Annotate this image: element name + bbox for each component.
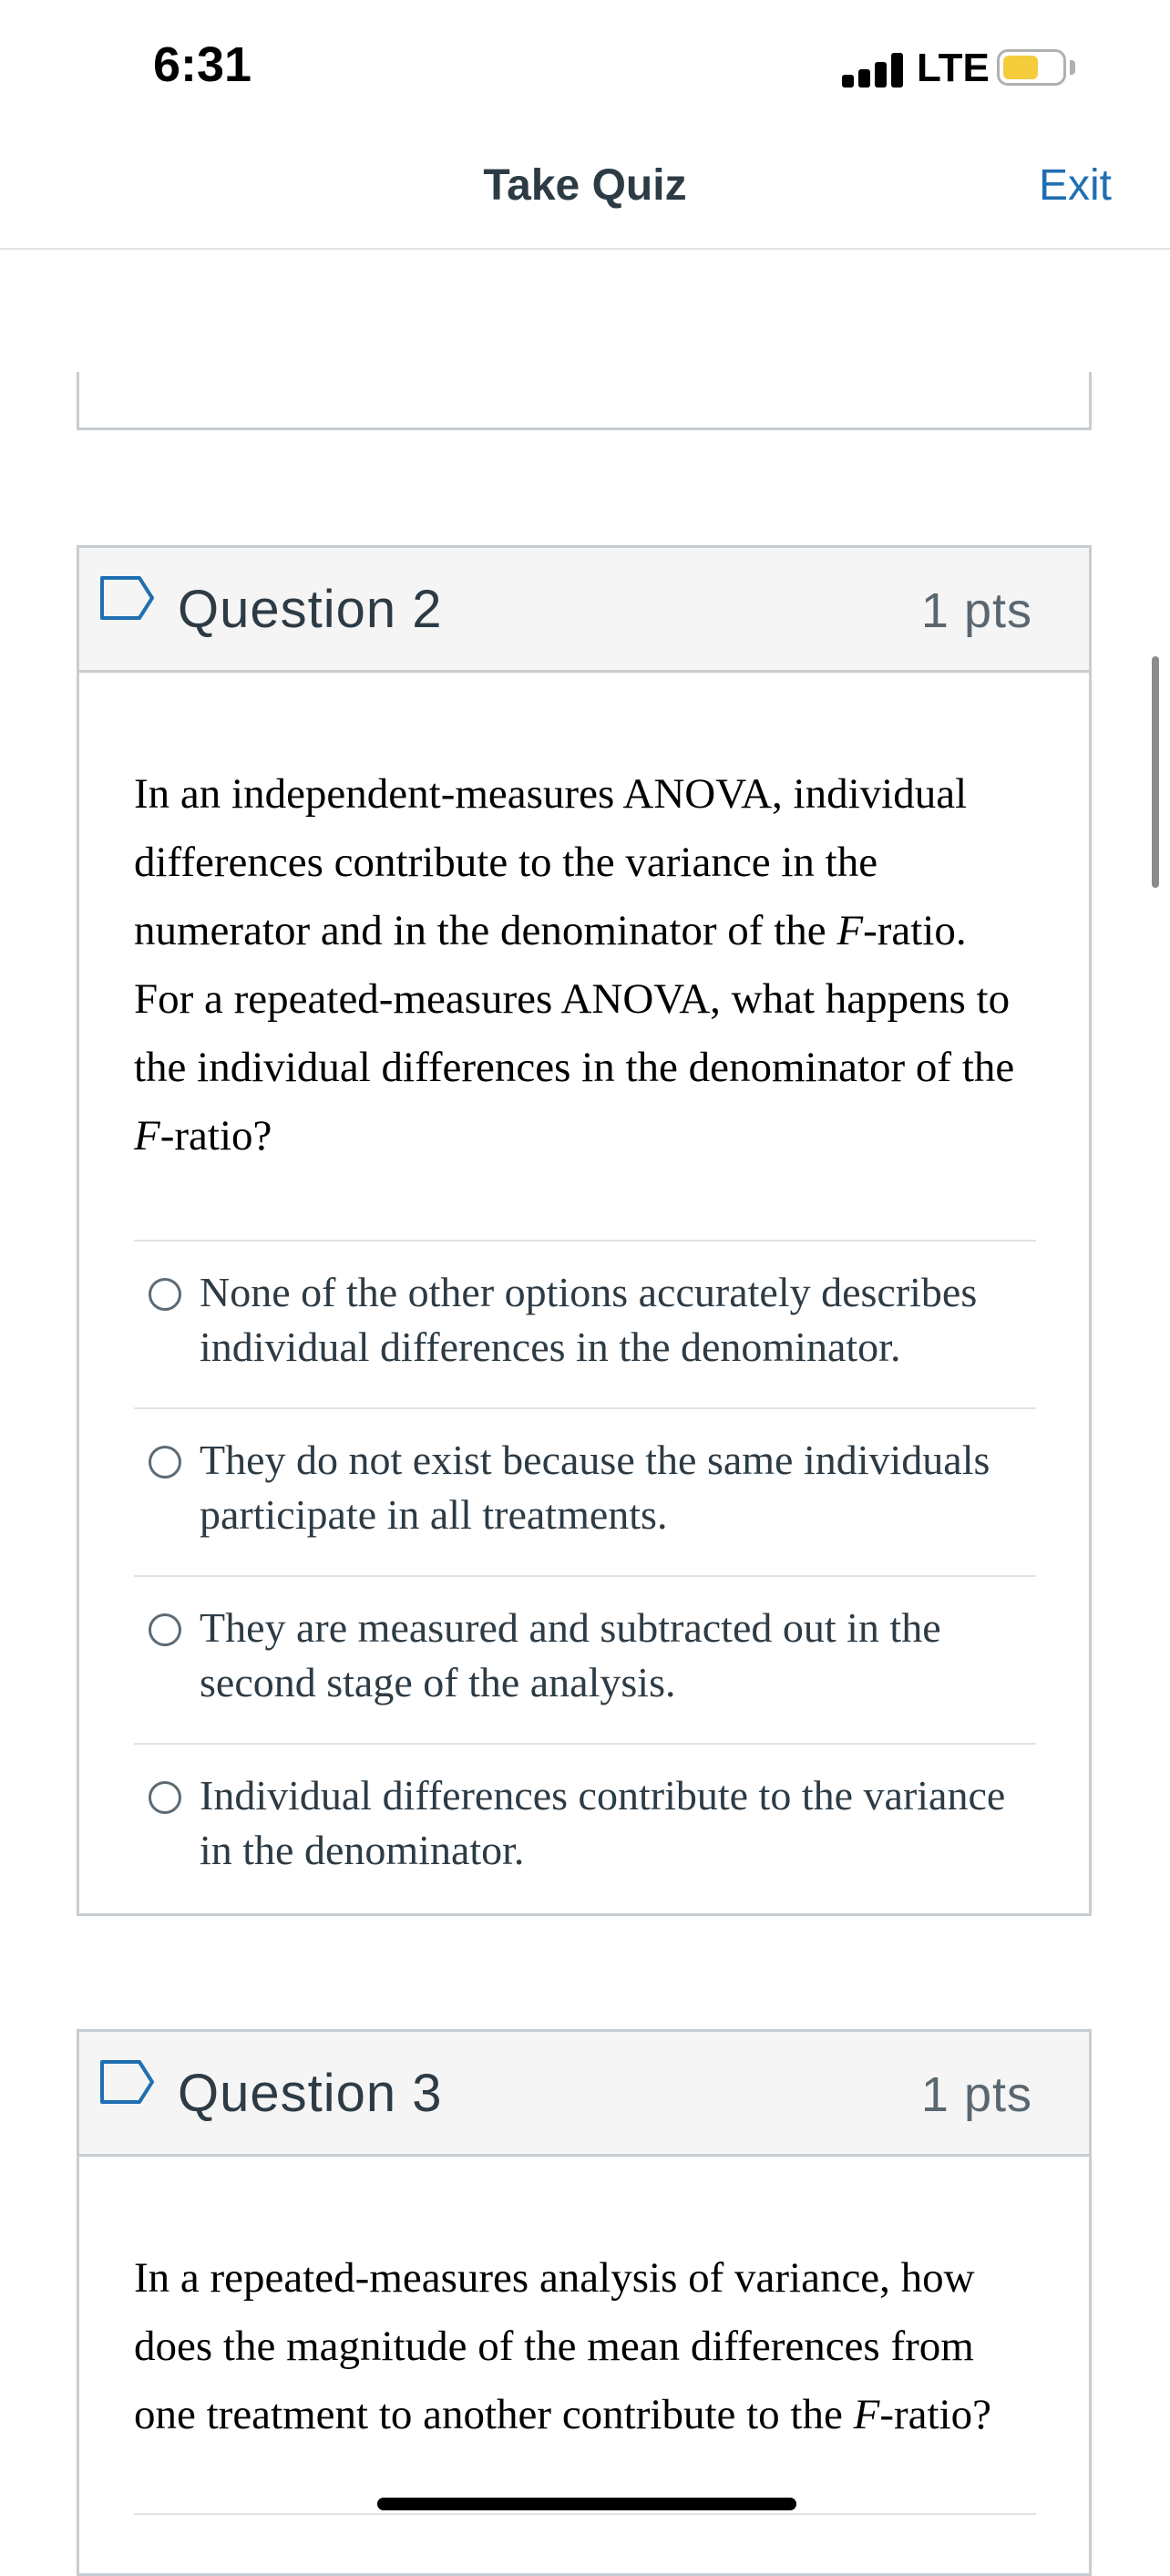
answer-option[interactable] (134, 1743, 1036, 1878)
signal-icon (842, 53, 904, 88)
answer-option[interactable] (134, 1407, 1036, 1575)
radio-button[interactable] (149, 1278, 181, 1311)
bookmark-flag-icon[interactable] (99, 2059, 156, 2105)
home-indicator[interactable] (377, 2498, 796, 2510)
answer-list (134, 1240, 1036, 1878)
bookmark-flag-icon[interactable] (99, 575, 156, 621)
question-header (79, 548, 1089, 673)
answer-divider (134, 2513, 1036, 2515)
answer-label[interactable]: None of the other options accurately describes individual differences in the denominator. (200, 1269, 978, 1370)
status-time: 6:31 (153, 37, 252, 92)
answer-label[interactable]: They do not exist because the same individuals participate in all treatments. (200, 1437, 990, 1538)
answer-option[interactable] (134, 1240, 1036, 1407)
question-title: Question 3 (178, 2064, 443, 2123)
question-card (77, 2029, 1092, 2576)
answer-label[interactable]: Individual differences contribute to the variance in the denominator. (200, 1772, 1006, 1873)
radio-button[interactable] (149, 1446, 181, 1479)
nav-divider (0, 248, 1170, 250)
previous-question-box (77, 372, 1092, 430)
exit-button[interactable]: Exit (1038, 161, 1112, 210)
radio-button[interactable] (149, 1613, 181, 1646)
network-label: LTE (917, 46, 990, 90)
question-text: In a repeated-measures analysis of variance, how does the magnitude of the mean differences from one treatment to another contribute to the F-ratio? (134, 2254, 991, 2438)
question-points: 1 pts (920, 2067, 1032, 2122)
answer-label[interactable]: They are measured and subtracted out in the second stage of the analysis. (200, 1604, 941, 1705)
question-header (79, 2032, 1089, 2157)
page-title: Take Quiz (483, 161, 687, 210)
question-points: 1 pts (920, 583, 1032, 638)
question-card (77, 545, 1092, 1916)
scrollbar[interactable] (1152, 656, 1159, 888)
battery-cap (1070, 60, 1075, 75)
radio-button[interactable] (149, 1781, 181, 1814)
question-title: Question 2 (178, 580, 443, 639)
question-text: In an independent-measures ANOVA, individual differences contribute to the variance in the numerator and in the denominator of the F-ratio. For a repeated-measures ANOVA, what happens to the individual differences in the denominator of the F-ratio? (134, 770, 1015, 1159)
battery-icon (997, 49, 1066, 86)
answer-option[interactable] (134, 1575, 1036, 1743)
